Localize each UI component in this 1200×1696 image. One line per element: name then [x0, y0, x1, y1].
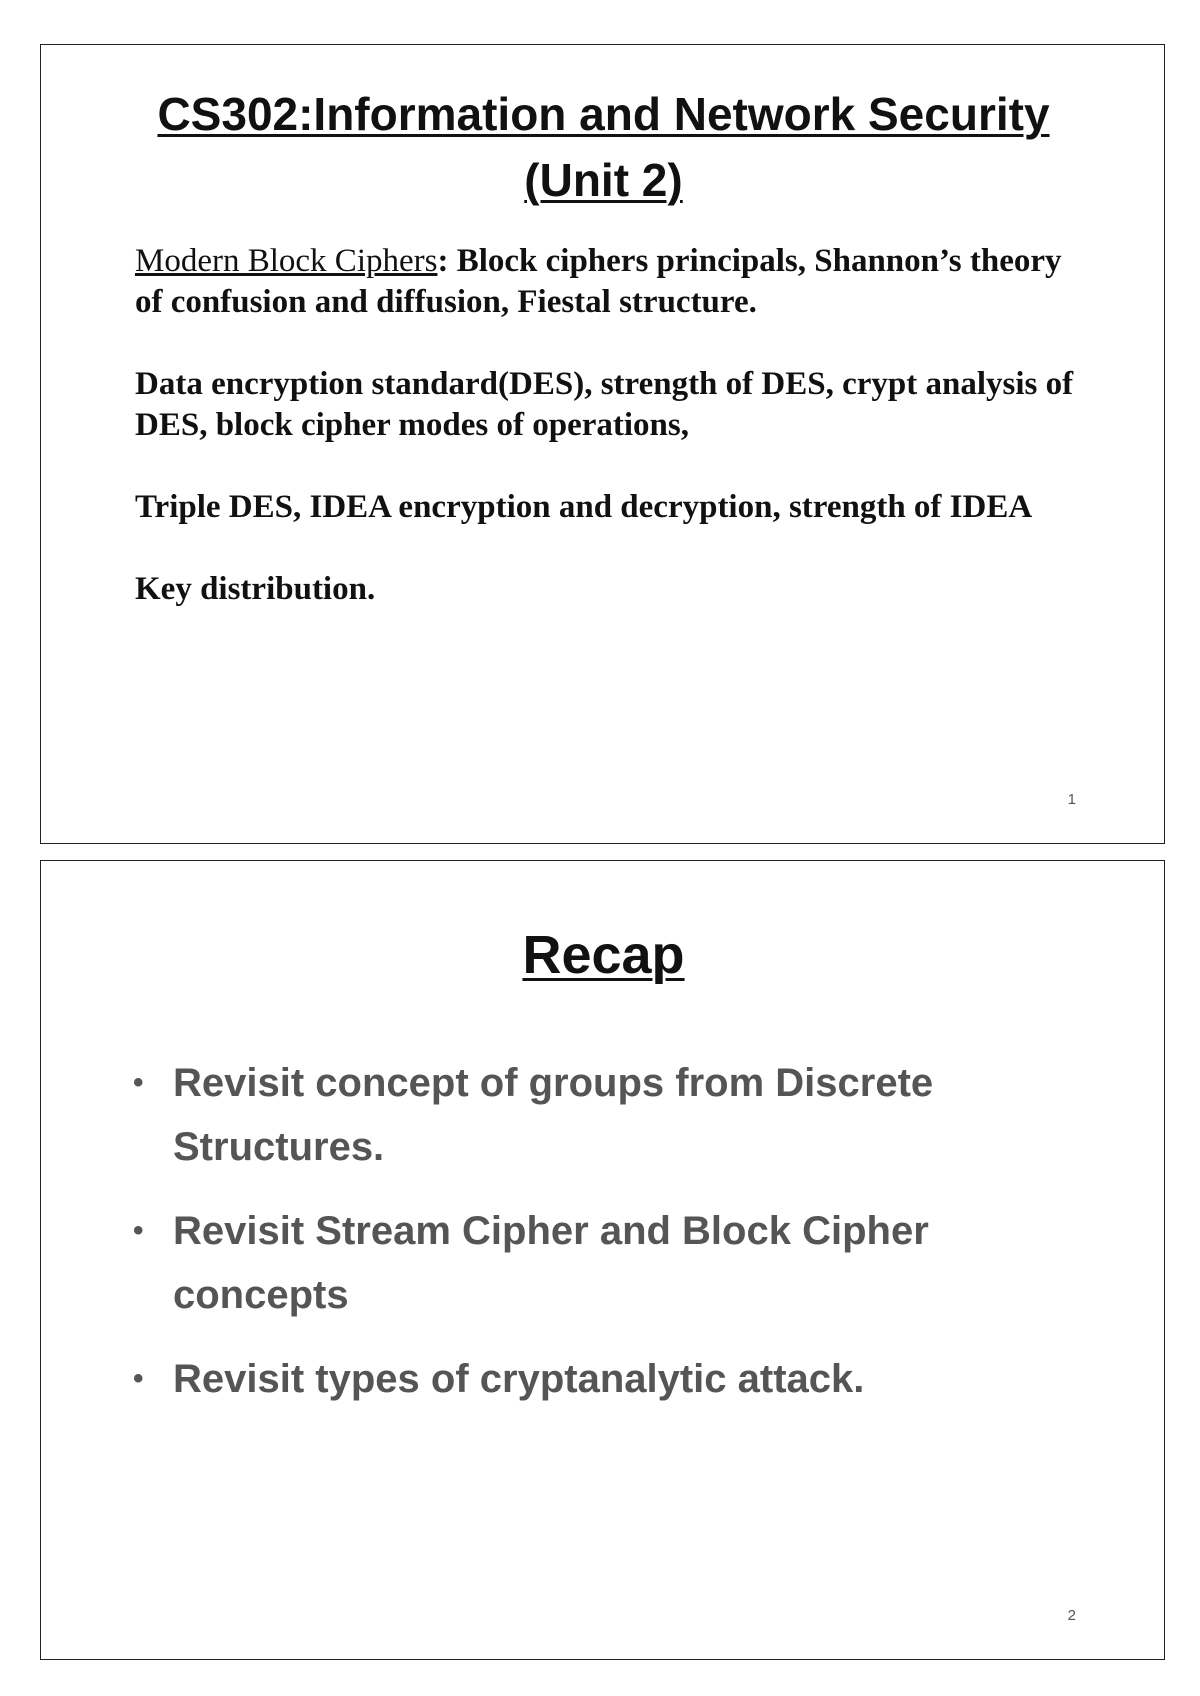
slide-1-title [41, 81, 1166, 213]
bullet-icon: • [133, 1066, 144, 1099]
slide-1-paragraph-3: Triple DES, IDEA encryption and decryption, strength of IDEA [135, 489, 1033, 525]
slide-1-page-number: 1 [1067, 791, 1076, 808]
slide-1 [40, 44, 1165, 844]
list-item [131, 1347, 1091, 1411]
slide-2-page-number: 2 [1067, 1607, 1076, 1624]
list-item [131, 1051, 1091, 1179]
bullet-icon: • [133, 1362, 144, 1395]
bullet-icon: • [133, 1214, 144, 1247]
slide-1-title-line2: (Unit 2) [524, 154, 683, 206]
bullet-text: Revisit Stream Cipher and Block Cipher concepts [173, 1209, 929, 1317]
slide-2-title [41, 923, 1166, 987]
bullet-text: Revisit concept of groups from Discrete Structures. [173, 1061, 934, 1169]
slide-1-title-line1: CS302:Information and Network Security [157, 88, 1050, 140]
slide-1-body [135, 241, 1095, 651]
slide-1-paragraph-4: Key distribution. [135, 571, 376, 607]
recap-title: Recap [522, 925, 685, 985]
bullet-text: Revisit types of cryptanalytic attack. [173, 1357, 865, 1401]
recap-bullet-list [131, 1051, 1091, 1431]
modern-block-ciphers-heading: Modern Block Ciphers [135, 243, 438, 279]
slide-1-paragraph-2: Data encryption standard(DES), strength of DES, crypt analysis of DES, block cipher modes of operations, [135, 366, 1074, 443]
modern-block-ciphers-text: : Block ciphers principals, Shannon’s theory of confusion and diffusion, Fiestal structure. [135, 243, 1062, 320]
slide-1-paragraph-1 [135, 241, 1095, 323]
slide-2 [40, 860, 1165, 1660]
list-item [131, 1199, 1091, 1327]
